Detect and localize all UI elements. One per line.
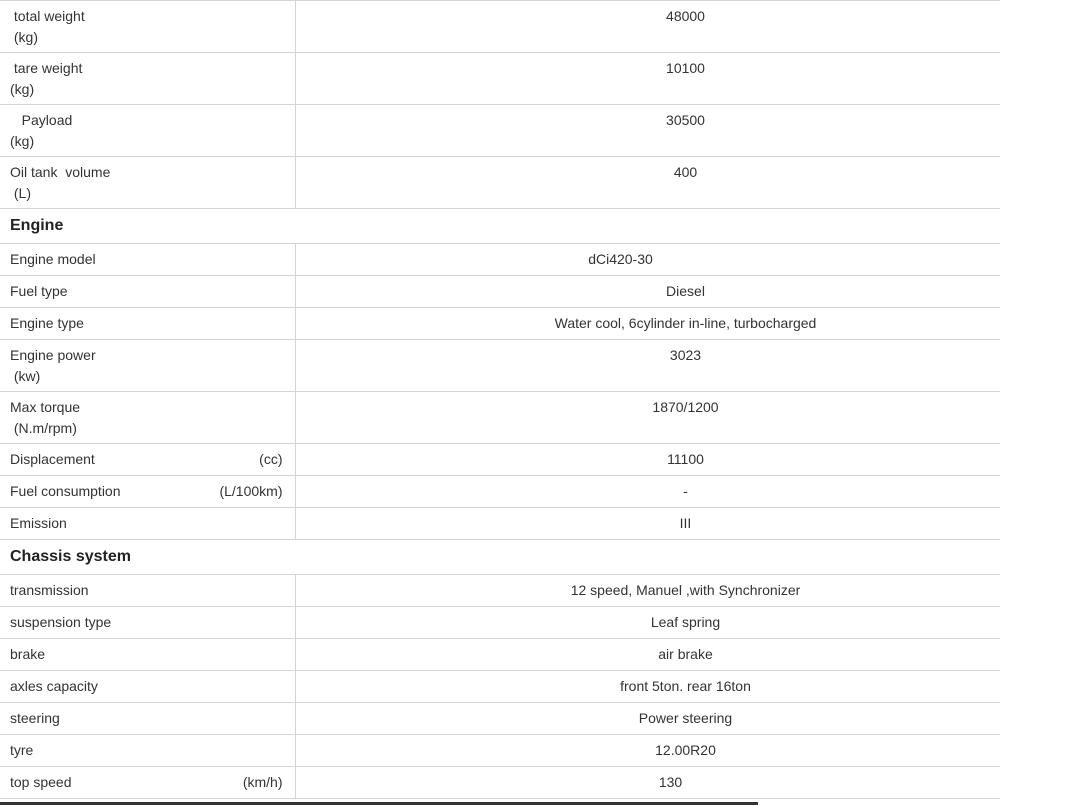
spec-value: 3023 — [669, 347, 702, 363]
table-row — [0, 308, 1000, 340]
table-row — [0, 1, 1000, 53]
spec-label — [0, 444, 295, 476]
spec-value: 48000 — [666, 8, 705, 24]
spec-value: Diesel — [666, 283, 705, 299]
spec-value: Leaf spring — [650, 614, 721, 630]
table-row — [0, 105, 1000, 157]
spec-label: steering — [0, 703, 295, 735]
spec-value-cell — [295, 392, 1000, 444]
spec-value-cell — [295, 53, 1000, 105]
spec-value: air brake — [658, 646, 713, 662]
unit-text: (cc) — [259, 451, 283, 467]
spec-value-cell — [295, 244, 1000, 276]
spec-value: Water cool, 6cylinder in-line, turbocharged — [554, 315, 817, 331]
spec-label: Engine type — [0, 308, 295, 340]
table-row — [0, 671, 1000, 703]
table-row — [0, 639, 1000, 671]
table-row — [0, 767, 1000, 799]
label-with-unit — [10, 772, 295, 793]
label-line: (kg) — [10, 29, 38, 45]
table-row — [0, 735, 1000, 767]
spec-label — [0, 1, 295, 53]
spec-value-cell — [295, 735, 1000, 767]
spec-label: transmission — [0, 575, 295, 607]
spec-label — [0, 767, 295, 799]
label-line: Max torque — [10, 399, 81, 415]
label-line: Oil tank volume — [10, 164, 111, 180]
unit-text: (L/100km) — [219, 483, 283, 499]
spec-value: 400 — [673, 164, 698, 180]
spec-value-cell — [295, 476, 1000, 508]
table-row — [0, 444, 1000, 476]
spec-value: dCi420-30 — [588, 251, 653, 267]
section-title: Chassis system — [0, 540, 1000, 575]
label-line: Payload — [10, 112, 73, 128]
spec-value-cell — [295, 703, 1000, 735]
label-text: top speed — [10, 774, 72, 790]
spec-value-cell — [295, 671, 1000, 703]
label-line: tare weight — [10, 60, 83, 76]
section-header-engine — [0, 209, 1000, 244]
table-row — [0, 340, 1000, 392]
table-row — [0, 53, 1000, 105]
spec-label — [0, 105, 295, 157]
label-text: Fuel consumption — [10, 483, 121, 499]
label-with-unit — [10, 449, 295, 470]
spec-value: 12 speed, Manuel ,with Synchronizer — [570, 582, 801, 598]
spec-value: 1870/1200 — [652, 399, 719, 415]
table-row — [0, 508, 1000, 540]
spec-label: Engine model — [0, 244, 295, 276]
label-line: (kg) — [10, 133, 35, 149]
table-row — [0, 703, 1000, 735]
spec-label: Fuel type — [0, 276, 295, 308]
spec-label: tyre — [0, 735, 295, 767]
spec-value: 130 — [658, 774, 683, 790]
label-line: (L) — [10, 185, 31, 201]
spec-label: Emission — [0, 508, 295, 540]
spec-value: III — [679, 515, 692, 531]
spec-label — [0, 340, 295, 392]
spec-label: suspension type — [0, 607, 295, 639]
spec-value-cell — [295, 508, 1000, 540]
spec-label: axles capacity — [0, 671, 295, 703]
spec-value: front 5ton. rear 16ton — [620, 678, 751, 694]
spec-value-cell — [295, 639, 1000, 671]
spec-value-cell — [295, 575, 1000, 607]
table-row — [0, 476, 1000, 508]
spec-value-cell — [295, 105, 1000, 157]
spec-value: 10100 — [666, 60, 705, 76]
spec-label — [0, 392, 295, 444]
label-line: total weight — [10, 8, 85, 24]
label-with-unit — [10, 481, 295, 502]
label-text: Displacement — [10, 451, 95, 467]
label-line: (kw) — [10, 368, 41, 384]
spec-value: 30500 — [666, 112, 705, 128]
spec-value-cell — [295, 767, 1000, 799]
spec-value: Power steering — [638, 710, 733, 726]
spec-value-cell — [295, 444, 1000, 476]
table-row — [0, 244, 1000, 276]
section-title: Engine — [0, 209, 1000, 244]
table-row — [0, 276, 1000, 308]
spec-label: brake — [0, 639, 295, 671]
unit-text: (km/h) — [242, 774, 283, 790]
table-row — [0, 607, 1000, 639]
spec-value-cell — [295, 276, 1000, 308]
section-header-chassis — [0, 540, 1000, 575]
label-line: (kg) — [10, 81, 35, 97]
spec-label — [0, 53, 295, 105]
spec-value-cell — [295, 308, 1000, 340]
spec-label — [0, 476, 295, 508]
table-row — [0, 575, 1000, 607]
label-line: (N.m/rpm) — [10, 420, 77, 436]
spec-value-cell — [295, 607, 1000, 639]
table-row — [0, 392, 1000, 444]
spec-value-cell — [295, 157, 1000, 209]
spec-value: 11100 — [667, 451, 704, 467]
label-line: Engine power — [10, 347, 96, 363]
spec-value-cell — [295, 340, 1000, 392]
spec-value: - — [683, 483, 688, 499]
spec-label — [0, 157, 295, 209]
spec-value-cell — [295, 1, 1000, 53]
table-row — [0, 157, 1000, 209]
spec-value: 12.00R20 — [655, 742, 716, 758]
